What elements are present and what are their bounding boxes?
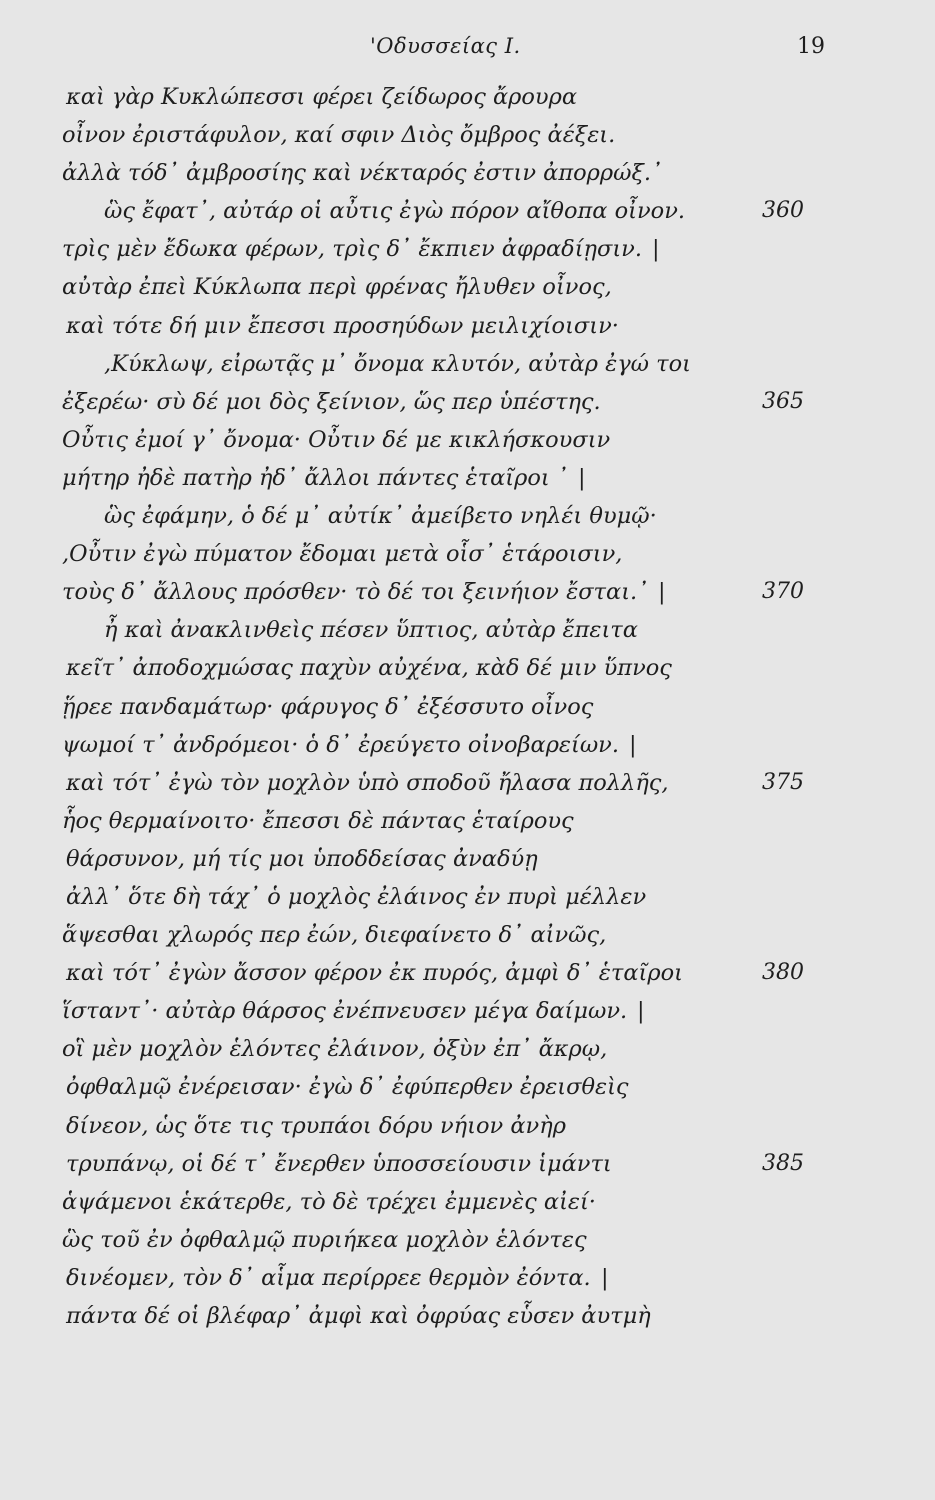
caesura-bar: | xyxy=(652,236,660,263)
verse-text: τοὺς δ᾽ ἄλλους πρόσθεν· τὸ δέ τοι ξεινήιον ἔσται.᾽ xyxy=(62,579,649,606)
verse-line xyxy=(0,1145,935,1183)
verse-line xyxy=(0,1107,935,1145)
verse-text: ὣς ἐφάμην, ὁ δέ μ᾽ αὐτίκ᾽ ἀμείβετο νηλέι θυμῷ· xyxy=(104,503,657,530)
verse-text: ,Οὖτιν ἐγὼ πύματον ἔδομαι μετὰ οἷσ᾽ ἑτάροισιν, xyxy=(62,541,623,568)
verse-text: τρυπάνῳ, οἱ δέ τ᾽ ἔνερθεν ὑποσσείουσιν ἱμάντι xyxy=(66,1150,612,1177)
verse-line xyxy=(0,535,935,573)
verse-text: ᾕρεε πανδαμάτωρ· φάρυγος δ᾽ ἐξέσσυτο οἶνος xyxy=(62,693,594,720)
verse-text: ψωμοί τ᾽ ἀνδρόμεοι· ὁ δ᾽ ἐρεύγετο οἰνοβαρείων. xyxy=(62,731,620,758)
caesura-bar: | xyxy=(658,579,666,606)
verse-line xyxy=(0,1259,935,1297)
line-number: 360 xyxy=(762,198,804,224)
verse-line xyxy=(0,802,935,840)
verse-text: καὶ τότε δή μιν ἔπεσσι προσηύδων μειλιχίοισιν· xyxy=(66,312,619,339)
verse-text: ὣς ἔφατ᾽, αὐτάρ οἱ αὖτις ἐγὼ πόρον αἴθοπα οἶνον. xyxy=(104,198,686,225)
verse-text: οἶνον ἐριστάφυλον, καί σφιν Διὸς ὄμβρος ἀέξει. xyxy=(62,122,616,149)
line-number: 385 xyxy=(762,1150,804,1176)
caesura-bar: | xyxy=(601,1264,609,1291)
verse-text: ἁψάμενοι ἑκάτερθε, τὸ δὲ τρέχει ἐμμενὲς αἰεί· xyxy=(62,1188,596,1215)
verse-text: ἵσταντ᾽· αὐτὰρ θάρσος ἐνέπνευσεν μέγα δαίμων. xyxy=(62,998,628,1025)
verse-line xyxy=(0,154,935,192)
verse-line xyxy=(0,611,935,649)
verse-line xyxy=(0,649,935,687)
verse-text: πάντα δέ οἱ βλέφαρ᾽ ἀμφὶ καὶ ὀφρύας εὗσεν ἀυτμὴ xyxy=(66,1303,651,1329)
verse-line xyxy=(0,116,935,154)
verse-text: αὐτὰρ ἐπεὶ Κύκλωπα περὶ φρένας ἤλυθεν οἶνος, xyxy=(62,274,612,301)
line-number: 370 xyxy=(762,579,804,605)
verse-line xyxy=(0,1183,935,1221)
verse-line xyxy=(0,688,935,726)
verse-text: ,Κύκλωψ, εἰρωτᾷς μ᾽ ὄνομα κλυτόν, αὐτὰρ ἐγώ τοι xyxy=(104,350,691,377)
verse-text: ὀφθαλμῷ ἐνέρεισαν· ἐγὼ δ᾽ ἐφύπερθεν ἐρεισθεὶς xyxy=(66,1074,629,1101)
verse-text: κεῖτ᾽ ἀποδοχμώσας παχὺν αὐχένα, κὰδ δέ μιν ὕπνος xyxy=(66,655,672,682)
verse-line xyxy=(0,764,935,802)
verse-line xyxy=(0,459,935,497)
verse-line xyxy=(0,497,935,535)
verse-line xyxy=(0,192,935,230)
verse-text: τρὶς μὲν ἔδωκα φέρων, τρὶς δ᾽ ἔκπιεν ἀφραδίῃσιν. xyxy=(62,236,643,263)
verse-line xyxy=(0,230,935,268)
verse-text: δινέομεν, τὸν δ᾽ αἷμα περίρρεε θερμὸν ἐόντα. xyxy=(66,1264,591,1291)
line-number: 365 xyxy=(762,388,804,414)
verse-text: ἀλλὰ τόδ᾽ ἀμβροσίης καὶ νέκταρός ἐστιν ἀπορρώξ.᾽ xyxy=(62,160,663,187)
verse-line xyxy=(0,573,935,611)
verse-line xyxy=(0,916,935,954)
verse-text: καὶ τότ᾽ ἐγὼν ἄσσον φέρον ἐκ πυρός, ἀμφὶ δ᾽ ἑταῖροι xyxy=(66,960,683,987)
verse-line xyxy=(0,1297,935,1335)
verse-text: ἐξερέω· σὺ δέ μοι δὸς ξείνιον, ὥς περ ὑπέστης. xyxy=(62,388,601,415)
verse-line xyxy=(0,383,935,421)
page-number: 19 xyxy=(797,34,825,59)
verse-text: ἀλλ᾽ ὅτε δὴ τάχ᾽ ὁ μοχλὸς ἐλάινος ἐν πυρὶ μέλλεν xyxy=(66,883,647,910)
running-header-title: 'Οδυσσείας Ι. xyxy=(370,34,521,58)
verse-text: καὶ γὰρ Κυκλώπεσσι φέρει ζείδωρος ἄρουρα xyxy=(66,84,578,110)
verse-line xyxy=(0,840,935,878)
verse-line xyxy=(0,78,935,116)
verse-text: ἧος θερμαίνοιτο· ἔπεσσι δὲ πάντας ἑταίρους xyxy=(62,807,574,834)
verse-list xyxy=(0,78,935,1335)
caesura-bar: | xyxy=(629,731,637,758)
caesura-bar: | xyxy=(637,998,645,1025)
verse-text: θάρσυνον, μή τίς μοι ὑποδδείσας ἀναδύῃ xyxy=(66,845,538,872)
verse-text: οἳ μὲν μοχλὸν ἑλόντες ἐλάινον, ὀξὺν ἐπ᾽ ἄκρῳ, xyxy=(62,1036,608,1063)
verse-line xyxy=(0,878,935,916)
verse-line xyxy=(0,421,935,459)
verse-text: δίνεον, ὡς ὅτε τις τρυπάοι δόρυ νήιον ἀνὴρ xyxy=(66,1112,566,1139)
caesura-bar: | xyxy=(578,464,586,491)
verse-line xyxy=(0,1221,935,1259)
verse-line xyxy=(0,954,935,992)
line-number: 380 xyxy=(762,960,804,986)
verse-line xyxy=(0,1068,935,1106)
verse-text: μήτηρ ἠδὲ πατὴρ ἠδ᾽ ἄλλοι πάντες ἑταῖροι ᾽ xyxy=(62,464,569,491)
line-number: 375 xyxy=(762,769,804,795)
verse-line xyxy=(0,345,935,383)
verse-text: καὶ τότ᾽ ἐγὼ τὸν μοχλὸν ὑπὸ σποδοῦ ἤλασα πολλῆς, xyxy=(66,769,669,796)
verse-text: ὣς τοῦ ἐν ὀφθαλμῷ πυριήκεα μοχλὸν ἑλόντες xyxy=(62,1226,587,1253)
verse-line xyxy=(0,268,935,306)
verse-text: Οὖτις ἐμοί γ᾽ ὄνομα· Οὖτιν δέ με κικλήσκουσιν xyxy=(62,426,611,453)
verse-text: ἦ καὶ ἀνακλινθεὶς πέσεν ὕπτιος, αὐτὰρ ἔπειτα xyxy=(104,617,638,644)
verse-line xyxy=(0,726,935,764)
verse-line xyxy=(0,992,935,1030)
verse-text: ἅψεσθαι χλωρός περ ἐών, διεφαίνετο δ᾽ αἰνῶς, xyxy=(62,922,607,949)
verse-line xyxy=(0,307,935,345)
verse-line xyxy=(0,1030,935,1068)
